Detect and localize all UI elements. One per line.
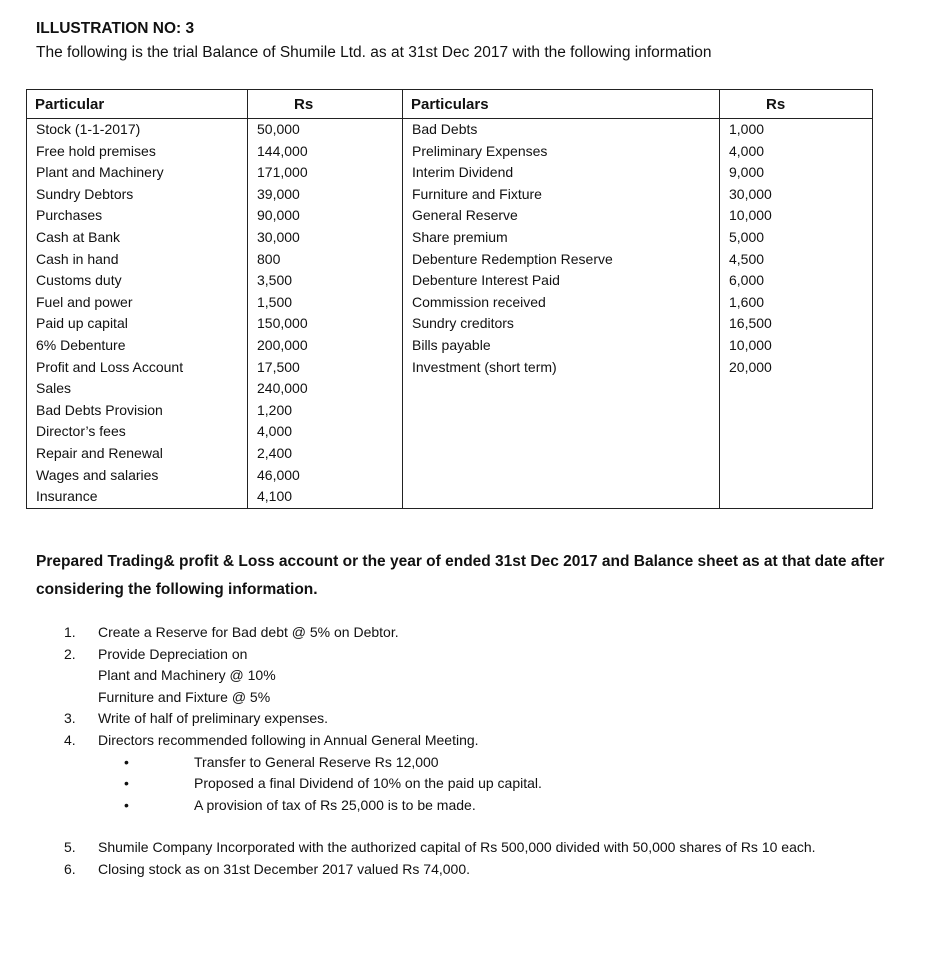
- list-text: Create a Reserve for Bad debt @ 5% on Debtor.: [98, 624, 399, 640]
- table-cell-particular: Share premium: [412, 228, 508, 245]
- table-cell-particular: Wages and salaries: [36, 466, 159, 483]
- table-cell-amount: 10,000: [729, 207, 772, 224]
- table-cell-amount: 5,000: [729, 228, 765, 245]
- table-header-row: [27, 90, 873, 119]
- table-cell-particular: Interim Dividend: [412, 164, 514, 181]
- table-cell-particular: Cash at Bank: [36, 228, 121, 245]
- table-cell-amount: 800: [257, 250, 281, 267]
- table-cell-particular: 6% Debenture: [36, 336, 126, 353]
- table-cell-amount: 150,000: [257, 315, 308, 332]
- table-cell-particular: Investment (short term): [412, 358, 557, 375]
- table-cell-amount: 171,000: [257, 164, 308, 181]
- table-cell-amount: 4,500: [729, 250, 765, 267]
- list-item: [64, 708, 884, 730]
- table-cell-amount: 4,000: [257, 423, 293, 440]
- list-number: 4.: [64, 731, 76, 748]
- table-cell-particular: Purchases: [36, 207, 103, 224]
- bullet-item: [64, 795, 884, 817]
- header-particular: Particular: [27, 90, 248, 119]
- table-cell-amount: 2,400: [257, 444, 293, 461]
- table-cell-particular: Commission received: [412, 293, 546, 310]
- table-cell-particular: Profit and Loss Account: [36, 358, 184, 375]
- table-cell-amount: 1,600: [729, 293, 765, 310]
- list-number: 2.: [64, 645, 76, 662]
- list-number: 3.: [64, 710, 76, 727]
- table-cell-particular: Debenture Interest Paid: [412, 272, 560, 289]
- table-cell-amount: 1,200: [257, 401, 293, 418]
- list-number: 6.: [64, 860, 76, 877]
- table-cell-particular: Sundry Debtors: [36, 185, 134, 202]
- table-cell-amount: 6,000: [729, 272, 765, 289]
- table-cell-particular: Insurance: [36, 488, 98, 505]
- table-cell-amount: 46,000: [257, 466, 300, 483]
- list-subitem: Furniture and Fixture @ 5%: [98, 688, 271, 705]
- page-heading: ILLUSTRATION NO: 3: [36, 20, 195, 37]
- list-text: Provide Depreciation on: [98, 645, 248, 662]
- table-cell-particular: Debenture Redemption Reserve: [412, 250, 613, 267]
- list-text: Write of half of preliminary expenses.: [98, 710, 329, 727]
- intro-text: The following is the trial Balance of Shumile Ltd. as at 31st Dec 2017 with the following information: [36, 44, 712, 61]
- left-values-column: [248, 119, 403, 509]
- table-cell-particular: Director’s fees: [36, 423, 126, 440]
- list-number: 5.: [64, 839, 76, 856]
- trial-balance-table: [26, 89, 873, 509]
- table-cell-particular: General Reserve: [412, 207, 518, 224]
- table-cell-particular: Customs duty: [36, 272, 122, 289]
- right-labels-column: [403, 119, 720, 509]
- table-cell-amount: 4,100: [257, 488, 293, 505]
- table-cell-amount: 16,500: [729, 315, 772, 332]
- header-rs-right: Rs: [720, 90, 873, 119]
- list-text: Directors recommended following in Annual General Meeting.: [98, 731, 479, 748]
- table-cell-particular: Repair and Renewal: [36, 444, 163, 461]
- list-item: [64, 859, 884, 881]
- list-item: [64, 644, 884, 666]
- table-cell-amount: 144,000: [257, 142, 308, 159]
- adjustments-list: [64, 622, 884, 881]
- table-cell-amount: 17,500: [257, 358, 300, 375]
- list-subitem: Plant and Machinery @ 10%: [98, 667, 276, 684]
- list-text: Closing stock as on 31st December 2017 valued Rs 74,000.: [98, 860, 470, 877]
- table-cell-particular: Preliminary Expenses: [412, 142, 548, 159]
- header-rs-left: Rs: [248, 90, 403, 119]
- table-cell-particular: Free hold premises: [36, 142, 156, 159]
- table-cell-particular: Bills payable: [412, 336, 491, 353]
- table-cell-amount: 50,000: [257, 121, 300, 137]
- table-cell-amount: 1,000: [729, 121, 765, 137]
- bullet-text: Transfer to General Reserve Rs 12,000: [194, 753, 439, 770]
- table-cell-particular: Sundry creditors: [412, 315, 514, 332]
- table-cell-amount: 9,000: [729, 164, 765, 181]
- bullet-item: [64, 752, 884, 774]
- list-item: [64, 837, 884, 859]
- table-cell-particular: Bad Debts: [412, 121, 478, 137]
- header-particulars: Particulars: [403, 90, 720, 119]
- table-cell-amount: 20,000: [729, 358, 772, 375]
- table-cell-amount: 240,000: [257, 380, 308, 397]
- bullet-item: [64, 773, 884, 795]
- table-cell-particular: Fuel and power: [36, 293, 133, 310]
- table-cell-amount: 4,000: [729, 142, 765, 159]
- list-item: [64, 622, 884, 644]
- table-cell-amount: 200,000: [257, 336, 308, 353]
- table-cell-amount: 10,000: [729, 336, 772, 353]
- table-cell-particular: Bad Debts Provision: [36, 401, 163, 418]
- table-cell-particular: Plant and Machinery: [36, 164, 164, 181]
- table-cell-amount: 30,000: [729, 185, 772, 202]
- table-cell-amount: 1,500: [257, 293, 293, 310]
- bullet-text: Proposed a final Dividend of 10% on the paid up capital.: [194, 775, 542, 792]
- bullet-icon: •: [124, 796, 129, 813]
- table-cell-particular: Sales: [36, 380, 72, 397]
- left-labels-column: [27, 119, 248, 509]
- list-item: [64, 730, 884, 752]
- instructions-heading: Prepared Trading& profit & Loss account or the year of ended 31st Dec 2017 and Balance sheet as at that date after considering the following information.: [36, 553, 885, 598]
- table-cell-amount: 3,500: [257, 272, 293, 289]
- table-cell-amount: 30,000: [257, 228, 300, 245]
- table-cell-amount: 39,000: [257, 185, 300, 202]
- table-cell-particular: Cash in hand: [36, 250, 119, 267]
- table-cell-particular: Furniture and Fixture: [412, 185, 542, 202]
- list-text: Shumile Company Incorporated with the authorized capital of Rs 500,000 divided with 50,000 shares of Rs 10 each.: [98, 839, 816, 856]
- bullet-icon: •: [124, 753, 129, 770]
- bullet-text: A provision of tax of Rs 25,000 is to be made.: [194, 796, 476, 813]
- bullet-icon: •: [124, 775, 129, 792]
- table-cell-particular: Stock (1-1-2017): [36, 121, 141, 137]
- right-values-column: [720, 119, 873, 509]
- table-cell-particular: Paid up capital: [36, 315, 128, 332]
- table-cell-amount: 90,000: [257, 207, 300, 224]
- list-number: 1.: [64, 624, 76, 640]
